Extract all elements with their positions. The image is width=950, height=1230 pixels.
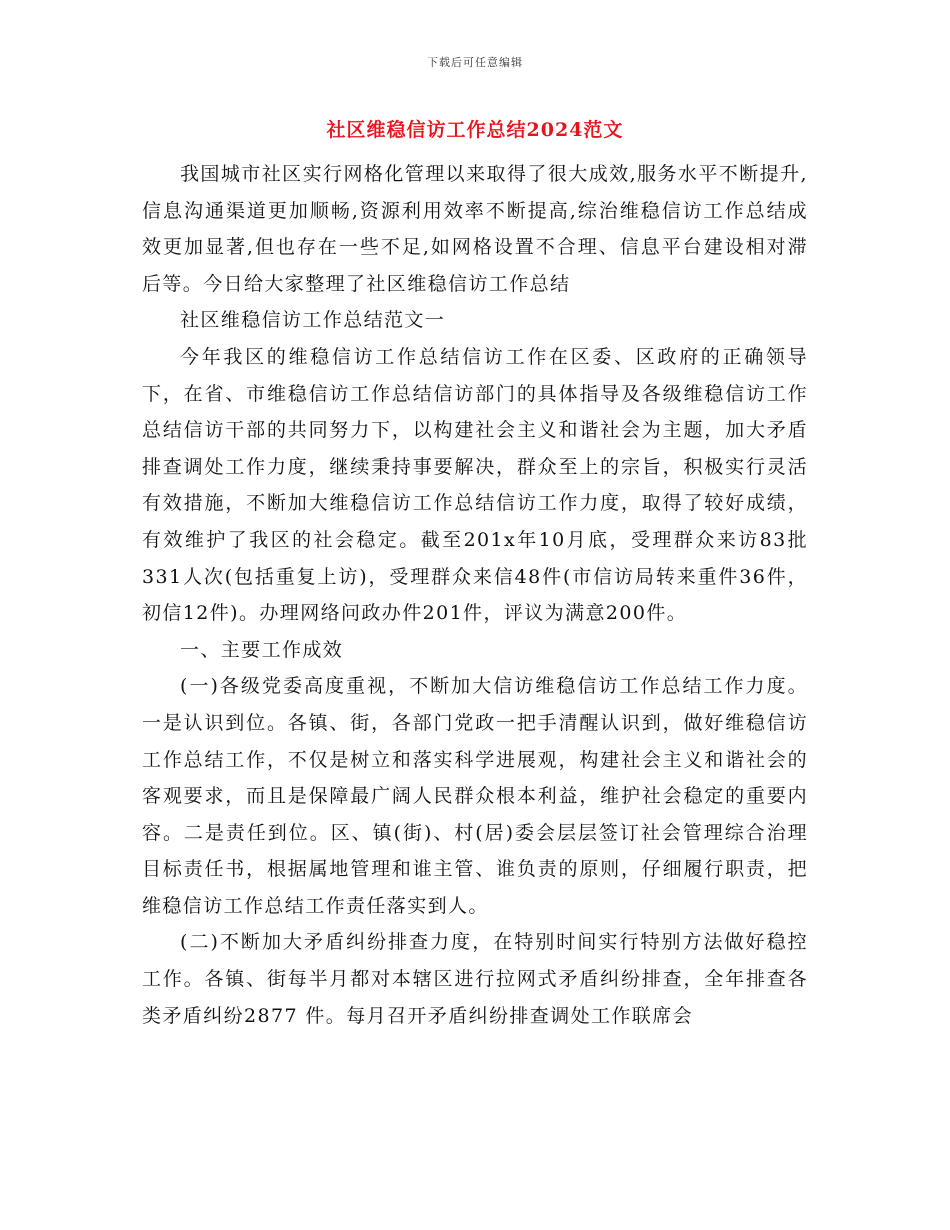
summary-paragraph: 今年我区的维稳信访工作总结信访工作在区委、区政府的正确领导下，在省、市维稳信访工作总结信访部门的具体指导及各级维稳信访工作总结信访干部的共同努力下，以构建社会主义和谐社会为主题，加大矛盾排查调处工作力度，继续秉持事要解决，群众至上的宗旨，积极实行灵活有效措施，不断加大维稳信访工作总结信访工作力度，取得了较好成绩，有效维护了我区的社会稳定。截至201x年10月底，受理群众来访83批331人次(包括重复上访)，受理群众来信48件(市信访局转来重件36件，初信12件)。办理网络问政办件201件，评议为满意200件。 [142,345,808,625]
section-heading-sample-one: 社区维稳信访工作总结范文一 [180,309,446,332]
page-header-note: 下载后可任意编辑 [427,56,523,69]
results-paragraph-two: (二)不断加大矛盾纠纷排查力度，在特别时间实行特别方法做好稳控工作。各镇、街每半月都对本辖区进行拉网式矛盾纠纷排查，全年排查各类矛盾纠纷2877 件。每月召开矛盾纠纷排查调处工作联席会 [142,931,808,1027]
document-title: 社区维稳信访工作总结2024范文 [326,119,624,141]
document-body [142,156,808,1034]
results-paragraph-one: (一)各级党委高度重视，不断加大信访维稳信访工作总结工作力度。一是认识到位。各镇、街，各部门党政一把手清醒认识到，做好维稳信访工作总结工作，不仅是树立和落实科学进展观，构建社会主义和谐社会的客观要求，而且是保障最广阔人民群众根本利益，维护社会稳定的重要内容。二是责任到位。区、镇(街)、村(居)委会层层签订社会管理综合治理目标责任书，根据属地管理和谁主管、谁负责的原则，仔细履行职责，把维稳信访工作总结工作责任落实到人。 [142,675,808,917]
section-heading-main-results: 一、主要工作成效 [180,638,344,661]
intro-paragraph: 我国城市社区实行网格化管理以来取得了很大成效,服务水平不断提升,信息沟通渠道更加顺畅,资源利用效率不断提高,综治维稳信访工作总结成效更加显著,但也存在一些不足,如网格设置不合理、信息平台建设相对滞后等。今日给大家整理了社区维稳信访工作总结 [142,163,808,295]
